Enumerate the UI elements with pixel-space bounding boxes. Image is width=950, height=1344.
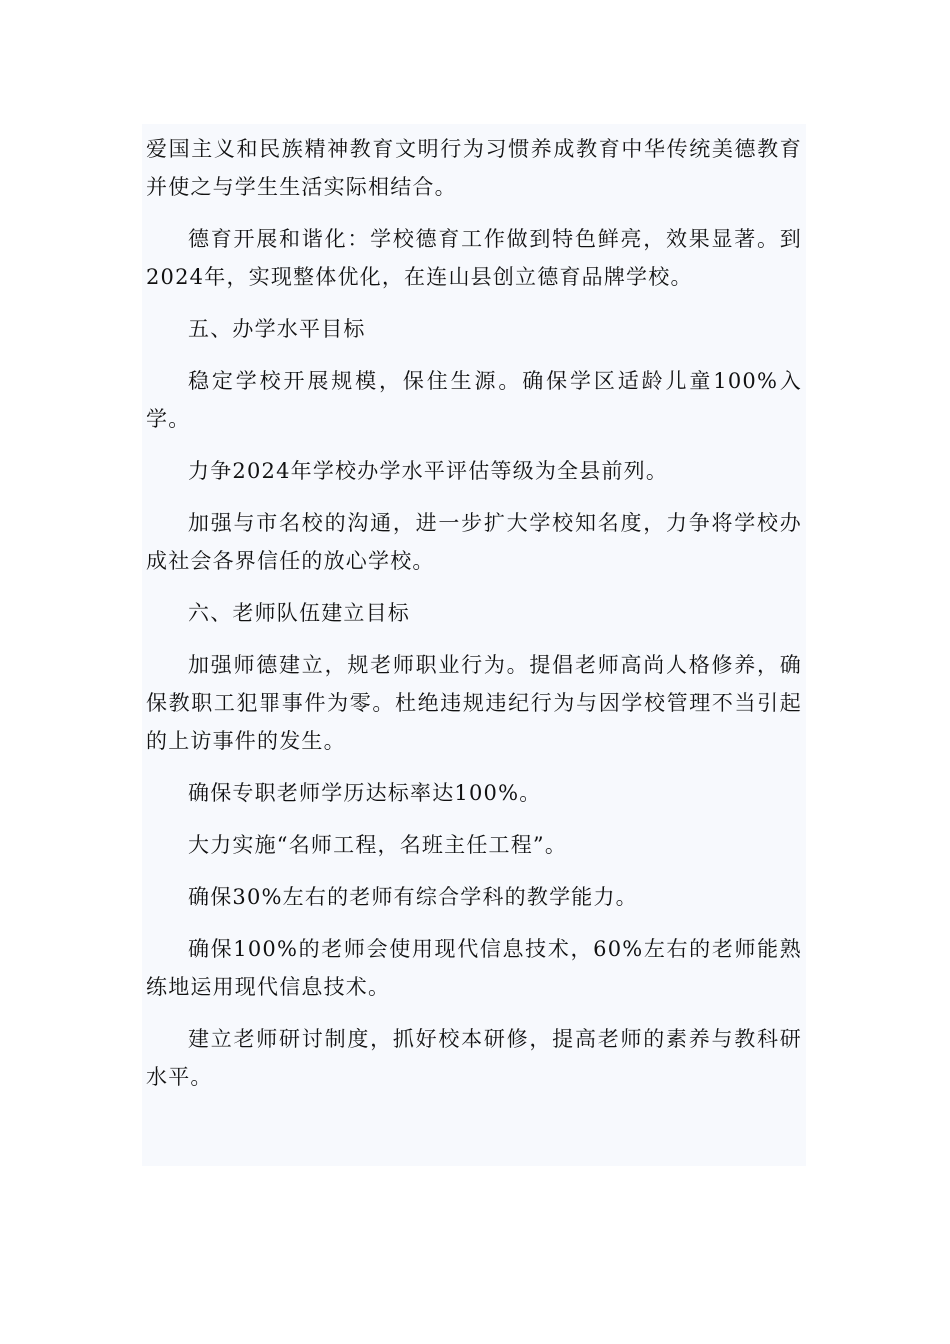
- section-heading-teacher-team: 六、老师队伍建立目标: [188, 601, 410, 625]
- paragraph-enrollment: 稳定学校开展规模，保住生源。确保学区适龄儿童100%入学。: [146, 369, 802, 431]
- paragraph-reputation: 加强与市名校的沟通，进一步扩大学校知名度，力争将学校办成社会各界信任的放心学校。: [146, 511, 802, 573]
- paragraph-comprehensive-ability: 确保30%左右的老师有综合学科的教学能力。: [188, 885, 638, 909]
- paragraph-evaluation: 力争2024年学校办学水平评估等级为全县前列。: [188, 459, 669, 483]
- paragraph-moral-education-harmony: 德育开展和谐化：学校德育工作做到特色鲜亮，效果显著。到2024年，实现整体优化，在连山县创立德育品牌学校。: [146, 227, 802, 289]
- paragraph-moral-education-content: 爱国主义和民族精神教育文明行为习惯养成教育中华传统美德教育并使之与学生生活实际相结合。: [146, 137, 802, 199]
- section-heading-school-level: 五、办学水平目标: [188, 317, 366, 341]
- document-body: [142, 124, 806, 1166]
- paragraph-information-technology: 确保100%的老师会使用现代信息技术，60%左右的老师能熟练地运用现代信息技术。: [146, 937, 802, 999]
- paragraph-teacher-ethics: 加强师德建立，规老师职业行为。提倡老师高尚人格修养，确保教职工犯罪事件为零。杜绝违规违纪行为与因学校管理不当引起的上访事件的发生。: [146, 653, 802, 753]
- paragraph-famous-teacher-project: 大力实施“名师工程，名班主任工程”。: [188, 833, 568, 857]
- paragraph-research-system: 建立老师研讨制度，抓好校本研修，提高老师的素养与教科研水平。: [146, 1027, 802, 1089]
- paragraph-teacher-qualification: 确保专职老师学历达标率达100%。: [188, 781, 542, 805]
